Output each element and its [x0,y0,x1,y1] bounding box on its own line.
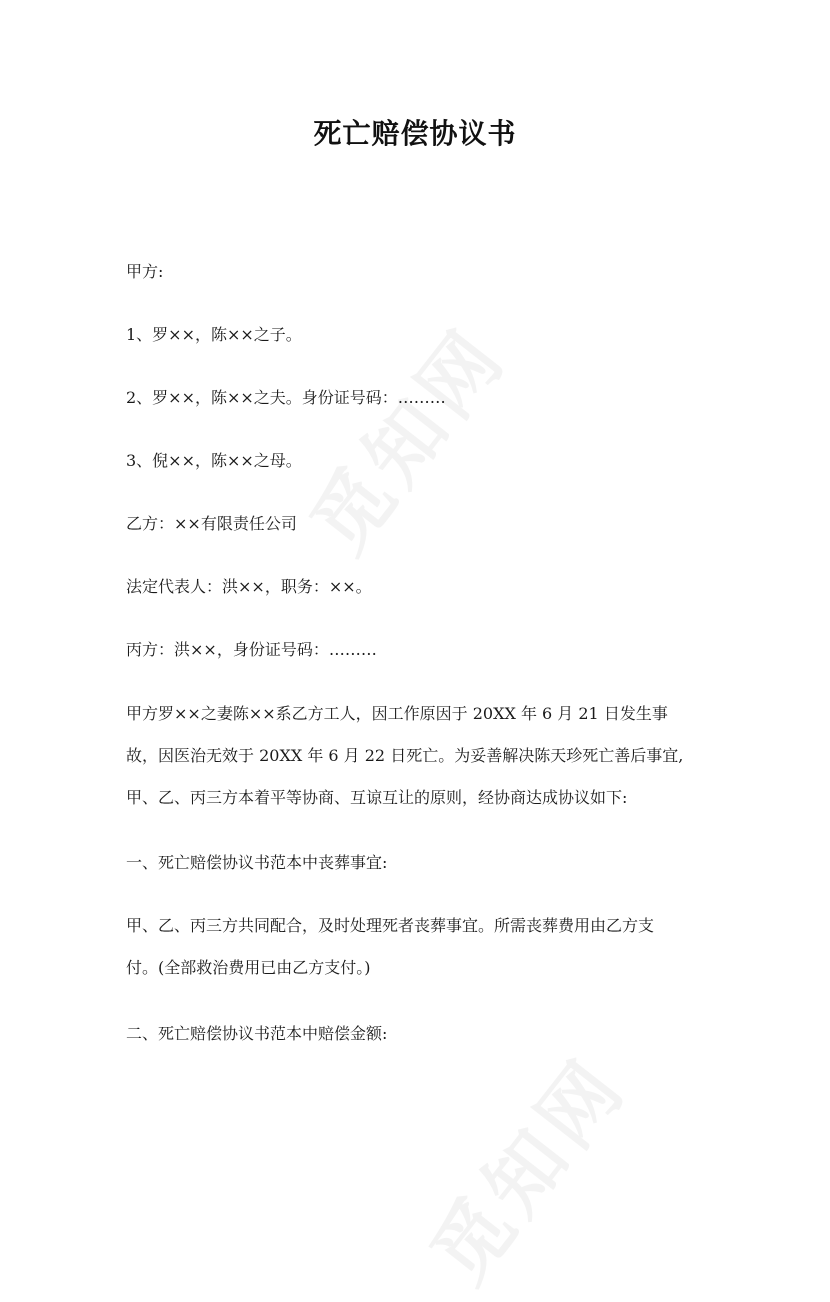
preamble-paragraph [126,702,716,828]
watermark [400,1030,647,1302]
preamble-line: 甲方罗××之妻陈××系乙方工人，因工作原因于 20XX 年 6 月 21 日发生事 [126,704,668,723]
party-a-label: 甲方: [126,262,164,281]
preamble-line: 甲、乙、丙三方本着平等协商、互谅互让的原则，经协商达成协议如下: [126,788,628,807]
section-1-line: 付。(全部救治费用已由乙方支付。) [126,958,371,977]
party-c: 丙方：洪××，身份证号码：……… [126,640,377,659]
preamble-line: 故，因医治无效于 20XX 年 6 月 22 日死亡。为妥善解决陈天珍死亡善后事宜, [126,746,684,765]
document-title: 死亡赔偿协议书 [313,117,517,150]
party-b: 乙方：××有限责任公司 [126,514,297,533]
section-1-paragraph [126,914,716,998]
section-2-heading: 二、死亡赔偿协议书范本中赔偿金额: [126,1024,388,1043]
section-1-heading: 一、死亡赔偿协议书范本中丧葬事宜: [126,853,388,872]
legal-representative: 法定代表人：洪××，职务：××。 [126,577,372,596]
party-a-member-2: 2、罗××，陈××之夫。身份证号码：……… [126,388,446,407]
party-a-member-3: 3、倪××，陈××之母。 [126,451,302,470]
party-a-member-1: 1、罗××，陈××之子。 [126,325,302,344]
section-1-line: 甲、乙、丙三方共同配合，及时处理死者丧葬事宜。所需丧葬费用由乙方支 [126,916,655,935]
